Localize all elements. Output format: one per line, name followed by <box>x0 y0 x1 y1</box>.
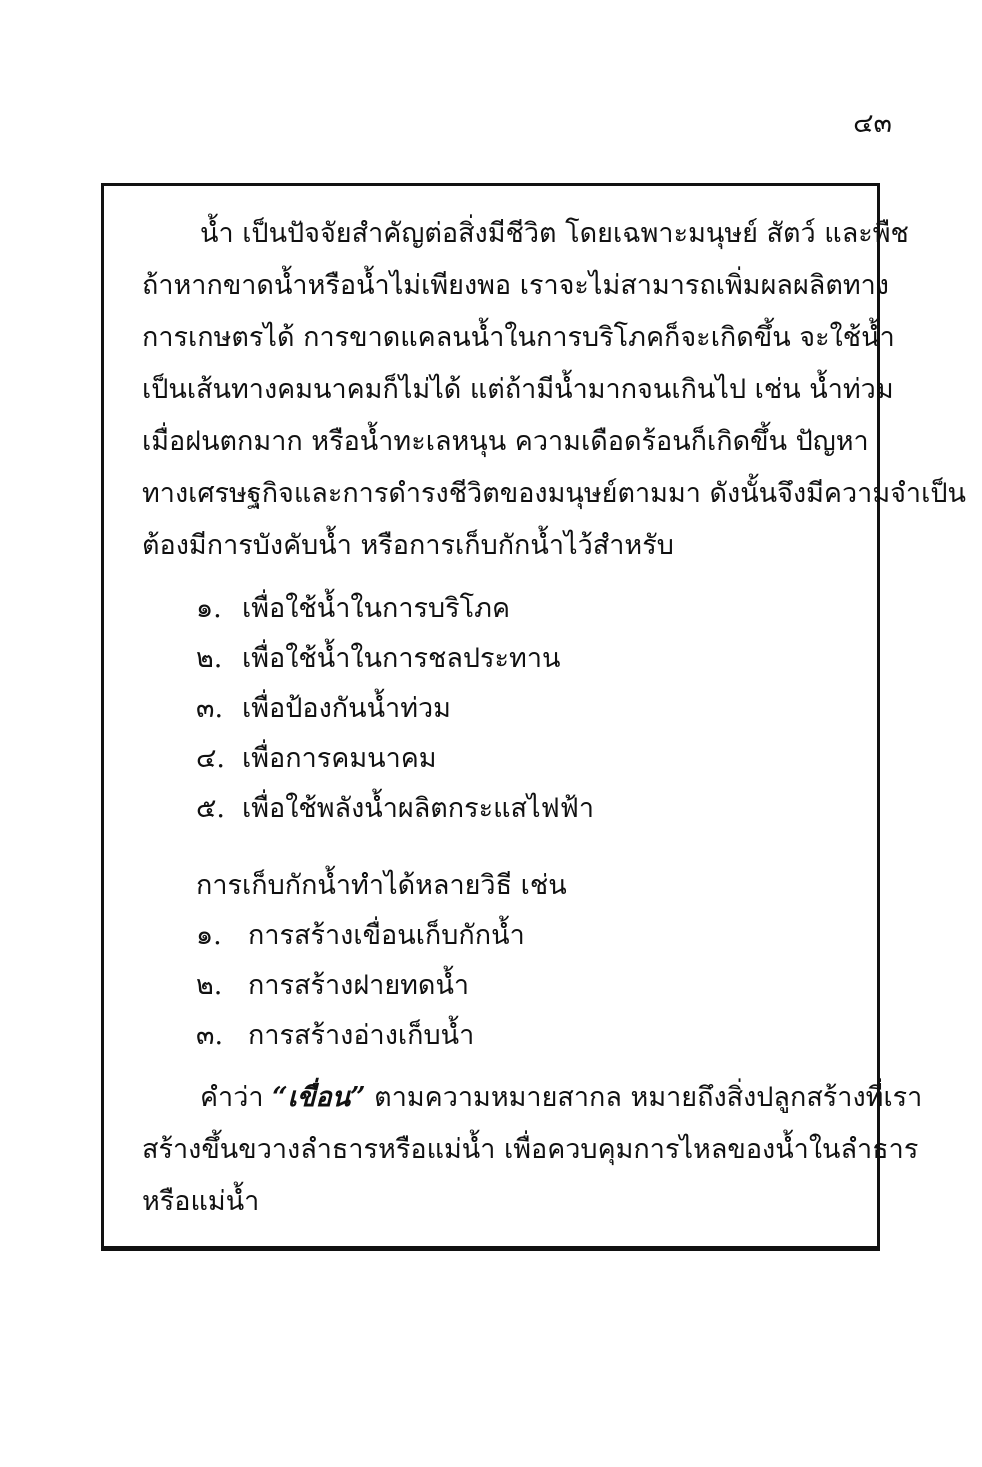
paragraph-line: หรือแม่น้ำ <box>142 1186 260 1217</box>
list-item <box>196 1011 525 1061</box>
list-number: ๑. <box>196 920 222 951</box>
list-text: เพื่อใช้น้ำในการชลประทาน <box>242 643 561 674</box>
storage-method-list <box>196 911 525 1061</box>
list-number: ๑. <box>196 593 222 624</box>
list-text: การสร้างเขื่อนเก็บกักน้ำ <box>248 920 525 951</box>
list-item <box>196 584 594 634</box>
storage-intro: การเก็บกักน้ำทำได้หลายวิธี เช่น <box>196 870 567 901</box>
intro-paragraph <box>142 208 966 572</box>
list-number: ๔. <box>196 743 226 774</box>
paragraph-line <box>142 1072 923 1124</box>
list-number: ๒. <box>196 970 223 1001</box>
list-text: เพื่อป้องกันน้ำท่วม <box>242 693 451 724</box>
list-text: เพื่อการคมนาคม <box>242 743 437 774</box>
list-number: ๒. <box>196 643 223 674</box>
paragraph-line: การเกษตรได้ การขาดแคลนน้ำในการบริโภคก็จะเกิดขึ้น จะใช้น้ำ <box>142 322 895 353</box>
paragraph-line: ถ้าหากขาดน้ำหรือน้ำไม่เพียงพอ เราจะไม่สามารถเพิ่มผลผลิตทาง <box>142 270 889 301</box>
purpose-list <box>196 584 594 834</box>
list-item <box>196 734 594 784</box>
paragraph-line: น้ำ เป็นปัจจัยสำคัญต่อสิ่งมีชีวิต โดยเฉพาะมนุษย์ สัตว์ และพืช <box>200 218 909 249</box>
paragraph-line: ต้องมีการบังคับน้ำ หรือการเก็บกักน้ำไว้สำหรับ <box>142 530 674 561</box>
content-box <box>101 183 966 1251</box>
list-number: ๓. <box>196 693 224 724</box>
definition-paragraph <box>142 1072 923 1228</box>
list-item <box>196 961 525 1011</box>
paragraph-line: เมื่อฝนตกมาก หรือน้ำทะเลหนุน ความเดือดร้อนก็เกิดขึ้น ปัญหา <box>142 426 869 457</box>
list-number: ๓. <box>196 1020 224 1051</box>
list-item <box>196 784 594 834</box>
list-item <box>196 634 594 684</box>
paragraph-line: ทางเศรษฐกิจและการดำรงชีวิตของมนุษย์ตามมา ดังนั้นจึงมีความจำเป็น <box>142 478 966 509</box>
list-item <box>196 684 594 734</box>
list-text: การสร้างฝายทดน้ำ <box>248 970 470 1001</box>
list-text: เพื่อใช้น้ำในการบริโภค <box>242 593 511 624</box>
list-text: เพื่อใช้พลังน้ำผลิตกระแสไฟฟ้า <box>242 793 595 824</box>
list-item <box>196 911 525 961</box>
definition-suffix: ตามความหมายสากล หมายถึงสิ่งปลูกสร้างที่เรา <box>374 1082 923 1113</box>
paragraph-line: เป็นเส้นทางคมนาคมก็ไม่ได้ แต่ถ้ามีน้ำมากจนเกินไป เช่น น้ำท่วม <box>142 374 894 405</box>
paragraph-line: สร้างขึ้นขวางลำธารหรือแม่น้ำ เพื่อควบคุมการไหลของน้ำในลำธาร <box>142 1134 919 1165</box>
page-number: ๔๓ <box>853 108 892 139</box>
list-number: ๕. <box>196 793 226 824</box>
list-text: การสร้างอ่างเก็บน้ำ <box>248 1020 475 1051</box>
dam-term: “เขื่อน” <box>272 1082 366 1113</box>
definition-prefix: คำว่า <box>200 1082 264 1113</box>
